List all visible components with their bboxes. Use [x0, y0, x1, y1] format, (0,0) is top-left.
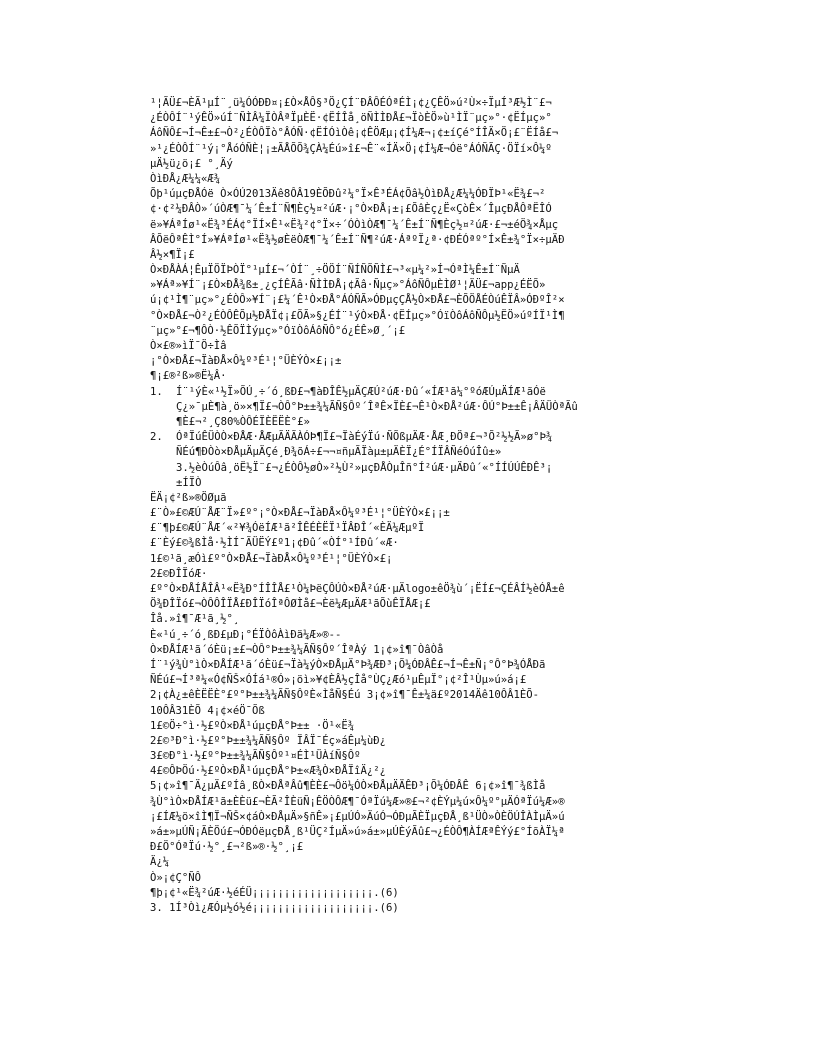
text-line: 2£©ÐÎÏóÆ·	[150, 567, 208, 580]
text-line: ¿ÉÒÔÍ¨¹ýÊÖ»úÍ¨ÑÌÂ¼ÏÒÂªÏµÈË·¢ËÍÎå¸öÑÌÌÐÅ£¬ÏòÈÖ»ù¹ÌÏ¨µç»°·¢ËÍµç»°	[150, 112, 552, 125]
text-line: 5¡¢»î¶¯Ä¿µÄ£ºÍâ¸ßÒ×ÐÅªÂû¶ÈÈ£¬Ôö¼ÓÒ×ÐÅµÄÄÊÐ³¡Õ¼ÓÐÂÊ 6¡¢»î¶¯¾ßÌå	[150, 780, 546, 793]
list-item	[150, 385, 670, 431]
strategy-section	[150, 491, 670, 856]
text-line: ÂÕëÔªÊÌ°Í»¥ÁªÍø¹«Ë¾½øÈëÒÆ¶¯¼´Ê±Í¨Ñ¶²úÆ·ÁªºÏ¿ª·¢ÐÉÓªº°Í×Ê±¾°Ï×÷µÄÐ	[150, 233, 565, 246]
text-line: »á±»µÚÑ¡ÃÈÖú£¬ÓÐÓëµçÐÅ¸ß¹ÜÇ²ÍµÄ»ú»á±»µÚÈýÃû£¬¿ÉÒÔ¶ÀÍÆªÊÝý£°ÍõÀÏ¼ª	[150, 826, 565, 838]
text-line: »¥Áª»¥Í¨¡£Ò×ÐÅ¾ß±¸¿çÍÊÃâ·ÑÌÌÐÅ¡¢Ãâ·Ñµç»°ÁôÑÔµÈÌØ¹¦ÄÜ£¬app¿ÉËÕ»	[150, 279, 546, 292]
document-page	[150, 96, 670, 916]
text-line: 2¡¢À¿±êÈËËÈ°£º°Þ±±¾¼ÃÑ§ÔºÈ«ÌåÑ§Éú 3¡¢»î¶¯Ê±¼ä£º2014Äê10ÔÂ1ÈÕ-	[150, 689, 540, 702]
text-line: 3.½èÒúÔâ¸öË½Ï¨£¬¿ÉÒÔ½øÒ»²½Ù²»µçÐÅÒµÎñ°Í²úÆ·µÄÐû´«°ÍÍÚÚÊÐÊ³¡	[176, 461, 553, 474]
toc-entry-text: 3. 1Í³Òì¿ÆÓµ½ó½é¡¡¡¡¡¡¡¡¡¡¡¡¡¡¡¡¡¡¡.	[150, 901, 380, 914]
text-line: £¨Ò»£©ÆÚ¨ÅÆ¨Ï»£º°¡°Ò×ÐÅ£¬ÏàÐÅ×Ô¼º³É¹¦°ÜÈÝÒ×£¡¡±	[150, 507, 450, 520]
text-line: Ö¾ÐÎÏó£¬ÒÔÔÎÏÅ£ÐÎÏóÎªÔØÌå£¬Èë¼ÆµÄÆ¹ãÕùÊÏÅÆ¡£	[150, 598, 431, 611]
list-number: 1.	[150, 385, 163, 398]
text-line: ¶È£¬²¸Ç80%ÒÔÉÏÈËËÈ°£»	[176, 415, 310, 428]
text-line: ¨µç»°£¬¶ÔÒ·½ÊÕÏÌýµç»°ÓïÒôÁôÑÔ°ó¿ÉÊ»Ø¸´¡£	[150, 324, 406, 337]
text-line: ÁôÑÔ£¬Í¬Ê±£¬Ò²¿ÉÒÔÏò°ÂÓÑ·¢ËÍÓìÒê¡¢ÊÖÆµ¡¢Í¼Æ¬¡¢±íÇé°ÍÎÄ×Ö¡£¨ËÍå£¬	[150, 127, 559, 140]
toc-page-number: (6)	[379, 886, 399, 899]
text-line: ú¡¢¹Ì¶¨µç»°¿ÉÒÔ»¥Í¨¡£¼´Ê¹Ò×ÐÅ°ÁÓÑÃ»ÓÐµçÇÅ½Ò×ÐÅ£¬ÈÕÖÅÉÒúÊÏÂ»ÓÐºÎ²×	[150, 294, 565, 307]
text-line: £¨¶þ£©ÆÚ¨ÅÆ´«²¥¾ÓëÍÆ¹ã²ÎÊÉÈËÏ¹ÏÂÐÎ´«ÈÄ¼ÆµºÏ	[150, 522, 425, 535]
text-line: ÑÉú¶ÐÒò×ÐÅµÄµÄÇé¸Ð¾õÁ÷£¬¬¤ñµÃÏàµ±µÄÈÏ¿É°ÍÏÂÑéÓúÎû±»	[176, 446, 502, 459]
text-line: £¨Èý£©¾ßÌå·½ÌÍ¯ÃÜËÝ£º1¡¢Ðû´«ÒÍ°¹ÍÐû´«Æ·	[150, 537, 399, 550]
text-line: Í¨¹ýÈ«¹½Ï»ÕÚ¸÷´ó¸ßÐ£¬¶àÐÎÊ½µÄÇÆÚ²úÆ·Ðû´«ÍÆ¹ã¼°ºóÆÚµÄÍÆ¹ãÓë	[176, 385, 546, 398]
toc-entry[interactable]	[150, 901, 670, 916]
list-item	[150, 430, 670, 460]
toc-heading: Ä¿¼	[150, 856, 170, 869]
toc-entry[interactable]	[150, 886, 670, 901]
list-number: 2.	[150, 431, 163, 444]
text-line: Õþ¹úµçÐÅÓë Ò×ÓÚ2013Äê8ÔÂ19ÈÕÐû²¼°Ï×Ê³ÉÁ¢Õâ½ÒìÐÅ¿Æ¼¼ÓÐÏÞ¹«Ë¾£¬²	[150, 188, 546, 201]
text-line: Í¨¹ý¾Ù°ìÒ×ÐÅÍÆ¹ã´óÈü£¬Ïà¼ýÒ×ÐÅµÄ°Þ¾ÆÐ³¡Õ¼ÓÐÂÊ£¬Í¬Ê±Ñ¡°Ô°Þ¾ÓÅÐã	[150, 658, 546, 671]
text-line: Ò×ÐÅÀÁ¦ÊµÏÖÏÞÒÏ°¹µÍ£¬´ÒÍ¨¸÷ÖÖÍ¨ÑÍÑÕÑÌ£¬³«µ¼²»Í¬ÓªÌ¼Ê±Í¨ÑµÄ	[150, 264, 520, 277]
section-heading: ÒìÐÅ¿Æ¼¼«Æ¾	[150, 172, 221, 185]
text-line: ¢·¢²¼ÐÂÒ»´úÒÆ¶¯¼´Ê±Í¨Ñ¶Èç½¤²úÆ·¡°Ò×ÐÅ¡±¡£ÕâÈç¿Ë«ÇòÊ×´ÎµçÐÅÔªËÎÓ	[150, 203, 552, 216]
company-section	[150, 172, 670, 339]
text-line: 2£©³Ð°ì·½£º°Þ±±¾¼ÃÑ§Ôº ÏÂÏ¯Éç»áÊµ¼ùÐ¿	[150, 734, 386, 747]
text-line: 10ÔÂ31ÈÕ 4¡¢×éÖ¯Õß	[150, 704, 265, 717]
text-line: ¾Ù°ìÒ×ÐÅÍÆ¹ã±ÈÈü£¬ÈÃ²ÎÈüÑ¡ÊÖÒÔÆ¶¯ÓªÏú¼Æ»®£¬²¢ÈÝµ¼ú×Ô¼º°µÄÓªÏú¼Æ»®	[150, 795, 565, 808]
text-line: 4£©ÔÞÖú·½£ºÒ×ÐÅ¹úµçÐÅ°Þ±«Æ¾Ò×ÐÅÏîÄ¿²¿	[150, 765, 386, 778]
numbered-list	[150, 385, 670, 491]
text-line: ¡£ÍÆ¼ö×îÌ¶Ï¬ÑŠ×¢áÒ×ÐÅµÄ»§ñÊ»¡£µÚÓ»ÄúÓ¬ÓÐµÃÈÏµçÐÅ¸ß¹ÜÒ»ÒÈÖÚÎÀÌµÄ»ú	[150, 810, 565, 823]
section-heading: ËÄ¡¢²ß»®ÖØµã	[150, 491, 227, 504]
text-line: ¹¦ÃÜ£¬ÈÃ¹µÍ¨¸ü¼ÓÓÐÐ¤¡£Ò×ÅÔ§³Ö¿ÇÍ¨ÐÂÔÉÓªÉÌ¡¢¿ÇÊÖ»ú²Ù×÷ÏµÍ³Æ½Ì¨£¬	[150, 97, 552, 109]
toc-page-number: (6)	[379, 901, 399, 914]
table-of-contents	[150, 855, 670, 916]
section-heading: Ò×£®»ìÏ¯Ö÷Ìâ	[150, 340, 227, 352]
section-heading: ¶¡£®²ß»®Ë¼Â·	[150, 370, 227, 383]
toc-entry-text: ¶þ¡¢¹«Ë¾²úÆ·½éÉÜ¡¡¡¡¡¡¡¡¡¡¡¡¡¡¡¡¡¡¡.	[150, 886, 380, 899]
text-line: È«¹ú¸÷´ó¸ßÐ£µÐ¡°ÉÏÒôÀìÐä¼Æ»®--	[150, 628, 342, 641]
intro-paragraph	[150, 96, 670, 172]
text-line: 1£©Ö÷°ì·½£ºÒ×ÐÅ¹úµçÐÅ°Þ±± ·Ö¹«Ë¾	[150, 719, 355, 732]
text-line: ÓªÏúÊÜÒÒ×ÐÅÆ·ÅÆµÃÄÃÀÓÞ¶Ï£¬ÏàÉýÏú·ÑÕßµÄÆ·ÅÆ¸ÐÖª£¬³Õ²½½Ã»ø°Þ¾	[176, 431, 553, 444]
text-line: »¹¿ÉÒÔÍ¨¹ý¡°ÅóÓÑÈ¦¡±ÃÅÕÕ¾ÇÀ¼Éú»î£¬Ê¨«ÍÄ×Ö¡¢Í¼Æ¬Óë°ÁÓÑÃÇ·ÖÏí×Ô¼º	[150, 142, 552, 155]
text-line: 1£©¹ã¸æÓì£º°Ò×ÐÅ£¬ÏàÐÅ×Ô¼º³É¹¦°ÜÈÝÒ×£¡	[150, 552, 393, 565]
text-line: ë»¥ÁªÍø¹«Ë¾³ÉÁ¢°ÏÍ×Ê¹«Ë¾²¢°Ï×÷´ÓÒìÒÆ¶¯¼´Ê±Í¨Ñ¶Èç½¤²úÆ·£¬±éÖ¾×Åµç	[150, 218, 559, 231]
theme-section	[150, 339, 670, 385]
theme-slogan: ¡°Ò×ÐÅ£¬ÏàÐÅ×Ô¼º³É¹¦°ÜÈÝÒ×£¡¡±	[150, 355, 342, 368]
text-line: Ò×ÐÅÍÆ¹ã´óÈü¡±£¬ÒÔ°Þ±±¾¼ÃÑ§Ôº´ÎªÀý 1¡¢»î¶¯ÒâÒå	[150, 643, 444, 656]
text-line: ±ÍÏÒ	[176, 476, 202, 489]
text-line: £º°Ò×ÐÅÍÅÎÂ¹«Ë¾Ð°ÍÎÎÅ£¹Ò¼ÞëÇÔÚÒ×ÐÅ²úÆ·µÄlogo±êÖ¾ù´¡ËÍ£¬ÇÉÂÍ½èÓÅ±ê	[150, 583, 565, 595]
toc-entry[interactable]: Ò»¡¢Ç°ÑÔ	[150, 871, 202, 884]
text-line: 3£©Ð°ì·½£º°Þ±±¾¼ÃÑ§Ôº¹¤ÉÌ¹ÜÀíÑ§Ôº	[150, 750, 361, 763]
text-line: Ð£Ö°ÓªÏú·½°¸£¬²ß»®·½°¸¡£	[150, 841, 304, 854]
text-line: °Ò×ÐÅ£¬Ò²¿ÉÒÔÊÕµ½ÐÅÏ¢¡£ÕÃ»§¿ÉÍ¨¹ýÒ×ÐÅ·¢ËÍµç»°ÓïÒôÁôÑÔµ½ËÖ»úºÍÏ¹Ì¶	[150, 309, 565, 322]
text-line: µÄ½ü¿ö¡£ °¸Äý	[150, 157, 233, 170]
text-line: Ç¿»¯µÈ¶à¸ö»×¶Ï£¬ÒÔ°Þ±±¾¼ÃÑ§Ôº´ÎªÊ×ÏÈ£¬Ê¹Ò×ÐÅ²úÆ·ÔÚ°Þ±±Ê¡ÂÄÜÒªÃû	[176, 400, 578, 413]
section-heading: Îå.»î¶¯Æ¹ã¸½°¸	[150, 613, 240, 626]
text-line: Â½×¶Ï¡£	[150, 248, 195, 261]
text-line: ÑÉú£¬Í³ª¼«Ó¢ÑŠ×ÓÍá¹®Ó»¡öì»¥¢ÈÂ½çÎå°ÙÇ¿Æó¹µÊµÏ°¡¢²Î¹Ùµ»ú»á¡£	[150, 674, 527, 687]
